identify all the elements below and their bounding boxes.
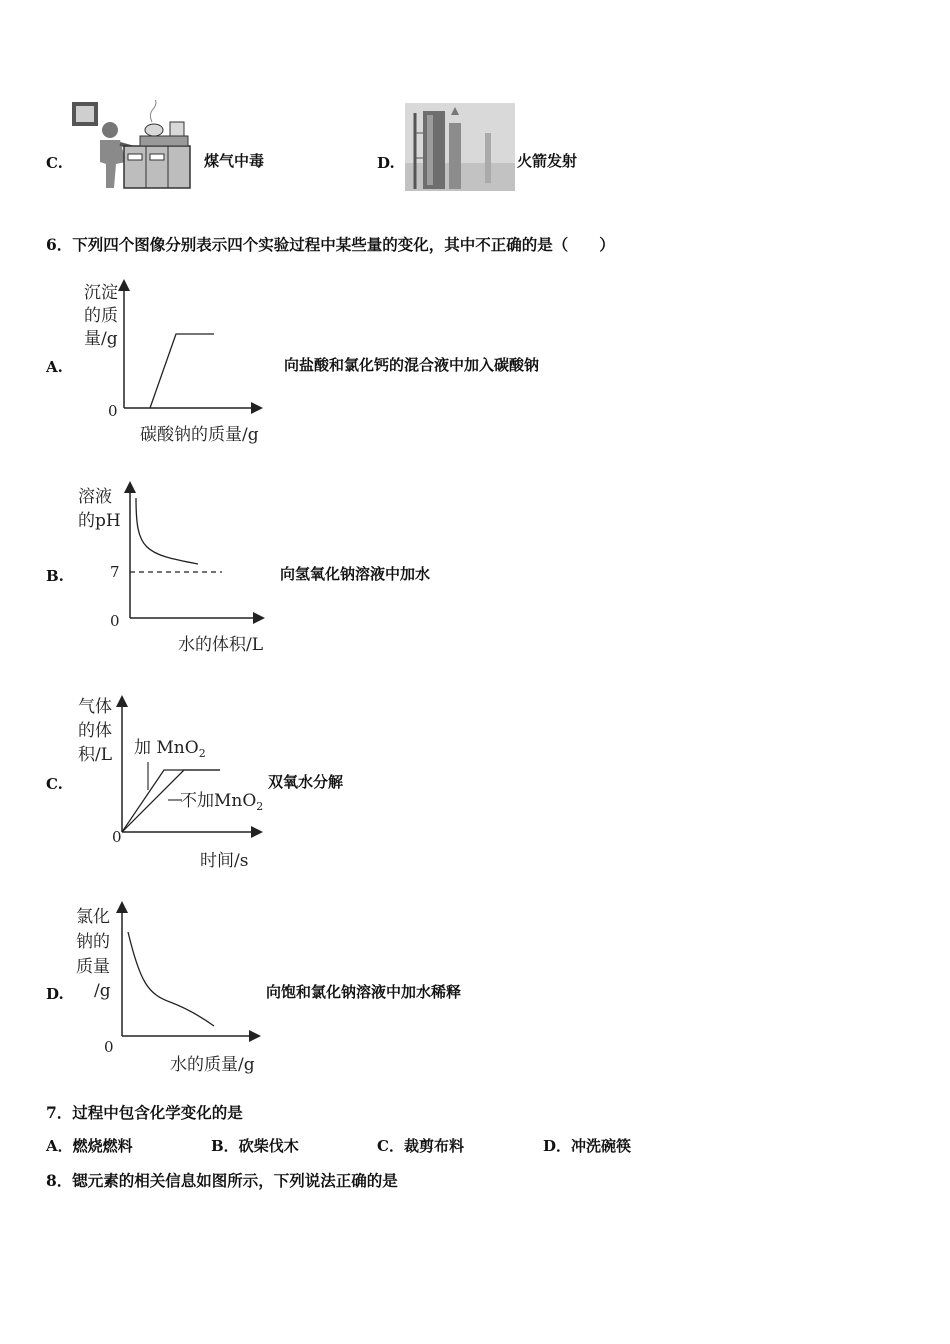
q6-option-b-text: 向氢氧化钠溶液中加水 — [280, 565, 431, 583]
chart-d-ylabel-line1: 氯化 — [76, 907, 110, 927]
chart-d-xlabel: 水的质量/g — [170, 1055, 255, 1075]
chart-d-ylabel-line2: 钠的 — [76, 932, 110, 952]
chart-d-ylabel-line3: 质量 — [76, 957, 110, 977]
q6-option-b-letter: B. — [46, 567, 64, 585]
q6-chart-a — [74, 276, 284, 448]
chart-c-ylabel-line3: 积/L — [78, 745, 113, 765]
chart-b-xlabel: 水的体积/L — [178, 635, 264, 655]
chart-a-ylabel-line3: 量/g — [84, 329, 118, 349]
chart-c-origin: 0 — [112, 828, 122, 846]
q7-option-b: B．砍柴伐木 — [211, 1137, 299, 1155]
rocket-launch-photo — [405, 103, 515, 191]
chart-b-origin: 0 — [110, 612, 120, 630]
q6-option-d-text: 向饱和氯化钠溶液中加水稀释 — [266, 983, 462, 1001]
chart-b-curve — [136, 498, 198, 564]
chart-b-ylabel-line2: 的pH — [78, 511, 121, 531]
q7-stem: 7．过程中包含化学变化的是 — [46, 1103, 243, 1122]
chart-a-origin: 0 — [108, 402, 118, 420]
q7-option-c: C．裁剪布料 — [377, 1137, 464, 1155]
chart-c-curve2-label: 不加MnO$_2$ — [180, 791, 264, 813]
q6-option-a-letter: A. — [46, 358, 63, 376]
chart-d-ylabel-line4: /g — [94, 981, 111, 1001]
q7-option-a: A．燃烧燃料 — [46, 1137, 133, 1155]
q5-option-d-text: 火箭发射 — [517, 152, 578, 170]
q6-chart-b — [74, 480, 284, 658]
chart-d-origin: 0 — [104, 1038, 114, 1056]
chart-c-ylabel-line2: 的体 — [78, 721, 112, 741]
q5-option-c-letter: C. — [46, 154, 63, 172]
chart-c-curve1-label: 加 MnO$_2$ — [134, 738, 206, 760]
q6-chart-d — [74, 898, 274, 1080]
chart-c-ylabel-line1: 气体 — [78, 697, 112, 717]
chart-b-ylabel-line1: 溶液 — [78, 487, 112, 507]
chart-d-curve — [128, 932, 214, 1026]
chart-a-ylabel-line2: 的质 — [84, 306, 118, 326]
chart-c-xlabel: 时间/s — [200, 851, 249, 871]
chart-a-curve — [150, 334, 214, 408]
gas-poisoning-illustration — [70, 100, 196, 192]
q6-option-c-text: 双氧水分解 — [268, 773, 344, 791]
q6-stem: 6．下列四个图像分别表示四个实验过程中某些量的变化，其中不正确的是（ ） — [46, 235, 615, 254]
chart-a-xlabel: 碳酸钠的质量/g — [140, 425, 259, 445]
q5-option-c-text: 煤气中毒 — [204, 152, 265, 170]
q8-stem: 8．锶元素的相关信息如图所示，下列说法正确的是 — [46, 1171, 398, 1190]
q5-option-d-letter: D. — [377, 154, 395, 172]
q6-option-a-text: 向盐酸和氯化钙的混合液中加入碳酸钠 — [284, 356, 540, 374]
q6-chart-c — [74, 690, 274, 872]
q6-option-d-letter: D. — [46, 985, 64, 1003]
q6-option-c-letter: C. — [46, 775, 63, 793]
q7-option-d: D．冲洗碗筷 — [543, 1137, 632, 1155]
chart-b-tick-7: 7 — [110, 563, 120, 581]
chart-a-ylabel-line1: 沉淀 — [84, 283, 118, 303]
